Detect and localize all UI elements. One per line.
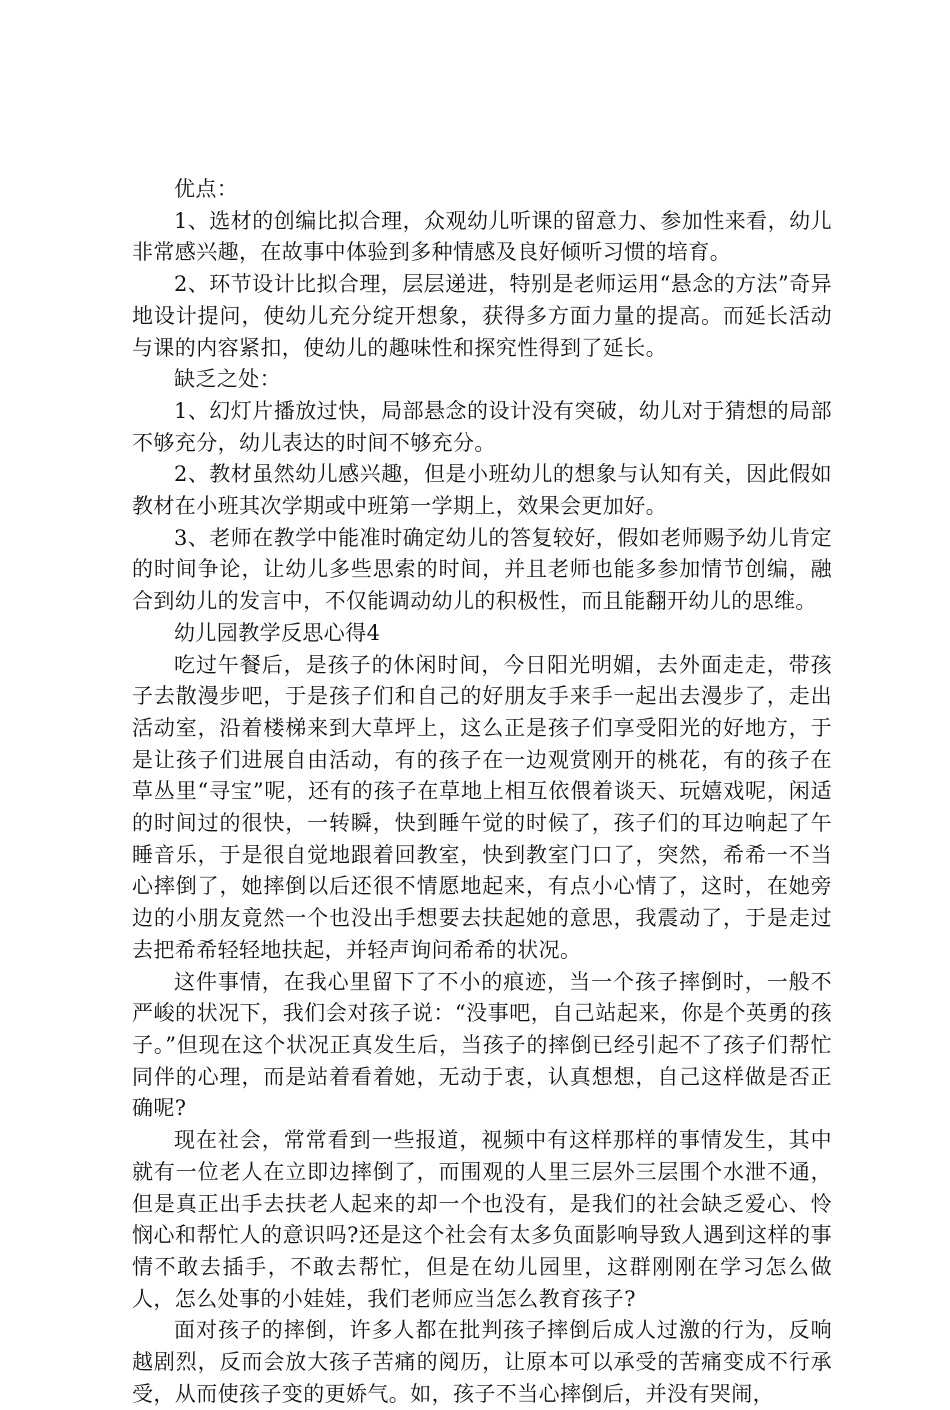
document-body: [132, 174, 832, 1410]
section-heading-advantages: 优点：: [174, 177, 239, 201]
paragraph-shortcoming-3: 3、老师在教学中能准时确定幼儿的答复较好，假如老师赐予幼儿肯定的时间争论，让幼儿多些思索的时间，并且老师也能多参加情节创编，融合到幼儿的发言中，不仅能调动幼儿的积极性，而且能翻开幼儿的思维。: [132, 525, 832, 614]
paragraph-advantage-1: 1、选材的创编比拟合理，众观幼儿听课的留意力、参加性来看，幼儿非常感兴趣，在故事中体验到多种情感及良好倾听习惯的培育。: [132, 208, 832, 265]
section-heading-shortcomings: 缺乏之处：: [174, 367, 281, 392]
section-title-reflection-4: 幼儿园教学反思心得4: [174, 620, 381, 645]
paragraph-reflection: 这件事情，在我心里留下了不小的痕迹，当一个孩子摔倒时，一般不严峻的状况下，我们会对孩子说：“没事吧，自己站起来，你是个英勇的孩子。”但现在这个状况正真发生后，当孩子的摔倒已经引起不了孩子们帮忙同伴的心理，而是站着看着她，无动于衷，认真想想，自己这样做是否正确呢?: [132, 969, 832, 1121]
paragraph-advantage-2: 2、环节设计比拟合理，层层递进，特别是老师运用“悬念的方法”奇异地设计提问，使幼儿充分绽开想象，获得多方面力量的提高。而延长活动与课的内容紧扣，使幼儿的趣味性和探究性得到了延长。: [132, 272, 832, 360]
paragraph-facing-falls: 面对孩子的摔倒，许多人都在批判孩子摔倒后成人过激的行为，反响越剧烈，反而会放大孩子苦痛的阅历，让原本可以承受的苦痛变成不行承受，从而使孩子变的更娇气。如，孩子不当心摔倒后，并没有哭闹，: [132, 1318, 832, 1406]
paragraph-society: 现在社会，常常看到一些报道，视频中有这样那样的事情发生，其中就有一位老人在立即边摔倒了，而围观的人里三层外三层围个水泄不通，但是真正出手去扶老人起来的却一个也没有，是我们的社会缺乏爱心、怜悯心和帮忙人的意识吗?还是这个社会有太多负面影响导致人遇到这样的事情不敢去插手，不敢去帮忙，但是在幼儿园里，这群刚刚在学习怎么做人，怎么处事的小娃娃，我们老师应当怎么教育孩子?: [132, 1128, 832, 1311]
paragraph-shortcoming-1: 1、幻灯片播放过快，局部悬念的设计没有突破，幼儿对于猜想的局部不够充分，幼儿表达的时间不够充分。: [132, 398, 832, 455]
paragraph-shortcoming-2: 2、教材虽然幼儿感兴趣，但是小班幼儿的想象与认知有关，因此假如教材在小班其次学期或中班第一学期上，效果会更加好。: [132, 462, 832, 519]
paragraph-story: 吃过午餐后，是孩子的休闲时间，今日阳光明媚，去外面走走，带孩子去散漫步吧，于是孩子们和自己的好朋友手来手一起出去漫步了，走出活动室，沿着楼梯来到大草坪上，这么正是孩子们享受阳光的好地方，于是让孩子们进展自由活动，有的孩子在一边观赏刚开的桃花，有的孩子在草丛里“寻宝”呢，还有的孩子在草地上相互依偎着谈天、玩嬉戏呢，闲适的时间过的很快，一转瞬，快到睡午觉的时候了，孩子们的耳边响起了午睡音乐，于是很自觉地跟着回教室，快到教室门口了，突然，希希一不当心摔倒了，她摔倒以后还很不情愿地起来，有点小心情了，这时，在她旁边的小朋友竟然一个也没出手想要去扶起她的意思，我震动了，于是走过去把希希轻轻地扶起，并轻声询问希希的状况。: [132, 652, 832, 962]
